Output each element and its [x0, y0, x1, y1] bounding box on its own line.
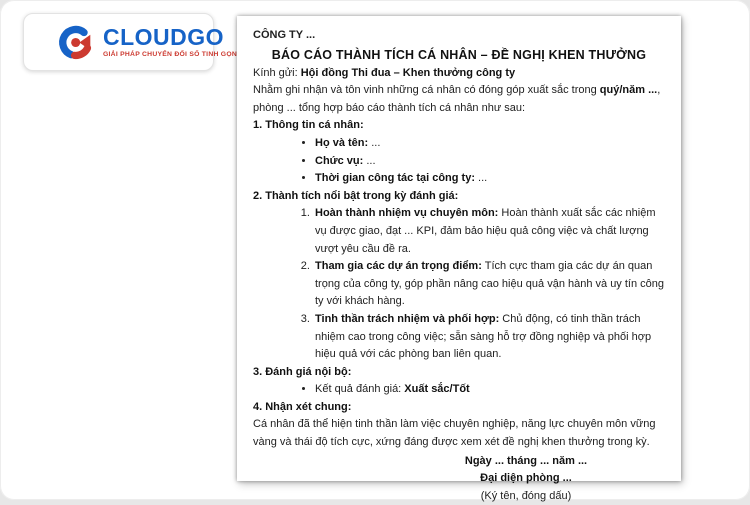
item-label: Tham gia các dự án trọng điểm: [315, 260, 482, 273]
cloudgo-logo-icon [57, 23, 96, 62]
list-item [315, 135, 665, 153]
signature-date-line: Ngày ... tháng ... năm ... [464, 454, 588, 467]
item-label: Họ và tên: [315, 136, 369, 149]
item-label: Chức vụ: [315, 154, 364, 167]
signature-representative-line: Đại diện phòng ... [480, 472, 572, 485]
personal-info-list [253, 135, 665, 188]
salutation-line [253, 65, 665, 83]
list-item [313, 258, 665, 311]
salutation-value: Hội đồng Thi đua – Khen thưởng công ty [300, 66, 516, 79]
item-value: Tích cực tham gia các dự án quan trọng của công ty, góp phần nâng cao hiệu quả vận hành và uy tín công ty với khách hàng. [315, 260, 665, 308]
item-value: ... [475, 172, 488, 185]
list-item [313, 205, 665, 258]
list-item [315, 381, 665, 399]
item-label: Thời gian công tác tại công ty: [315, 172, 475, 185]
list-item [315, 153, 665, 171]
section2-heading: 2. Thành tích nổi bật trong kỳ đánh giá: [253, 189, 459, 202]
cloudgo-logo-card [23, 13, 238, 71]
company-line: CÔNG TY ... [253, 29, 316, 41]
item-label: Tinh thần trách nhiệm và phối hợp: [315, 312, 500, 325]
list-item [313, 311, 665, 364]
brand-tagline: GIẢI PHÁP CHUYỂN ĐỔI SỐ TINH GỌN [103, 50, 238, 58]
item-value: Chủ động, có tinh thần trách nhiệm cao trong công việc; sẵn sàng hỗ trợ đồng nghiệp và phối hợp hiệu quả với các phòng ban liên quan. [315, 312, 652, 361]
item-value: ... [363, 154, 376, 167]
section1-heading: 1. Thông tin cá nhân: [253, 119, 364, 132]
document-title: BÁO CÁO THÀNH TÍCH CÁ NHÂN – ĐỀ NGHỊ KHEN THƯỞNG [271, 47, 647, 62]
intro-bold: quý/năm ... [599, 84, 658, 97]
item-label: Hoàn thành nhiệm vụ chuyên môn: [315, 207, 499, 220]
intro-pre: Nhằm ghi nhận và tôn vinh những cá nhân có đóng góp xuất sắc trong [253, 84, 600, 97]
item-label: Kết quả đánh giá: [315, 383, 405, 396]
achievements-list [253, 205, 665, 363]
item-value: Xuất sắc/Tốt [404, 383, 470, 396]
document-page [237, 16, 681, 502]
cloudgo-logo-text [103, 23, 238, 59]
section4-heading: 4. Nhận xét chung: [253, 400, 352, 413]
salutation-label: Kính gửi: [253, 66, 301, 79]
signature-block [411, 453, 641, 505]
internal-review-list [253, 381, 665, 399]
signature-note-line: (Ký tên, đóng dấu) [480, 489, 572, 502]
intro-paragraph [253, 82, 665, 117]
general-comment: Cá nhân đã thể hiện tinh thần làm việc chuyên nghiệp, năng lực chuyên môn vững vàng và thái độ tích cực, xứng đáng được xem xét đề nghị khen thưởng trong kỳ. [253, 418, 656, 449]
item-value: ... [368, 136, 381, 149]
list-item [315, 170, 665, 188]
section3-heading: 3. Đánh giá nội bộ: [253, 365, 352, 378]
brand-name: CLOUDGO [103, 23, 225, 50]
item-value: Hoàn thành xuất sắc các nhiệm vụ được giao, đạt ... KPI, đảm bảo hiệu quả công việc và chất lượng vượt yêu cầu đề ra. [315, 207, 656, 255]
intro-post: , phòng ... tổng hợp báo cáo thành tích cá nhân như sau: [253, 84, 661, 114]
